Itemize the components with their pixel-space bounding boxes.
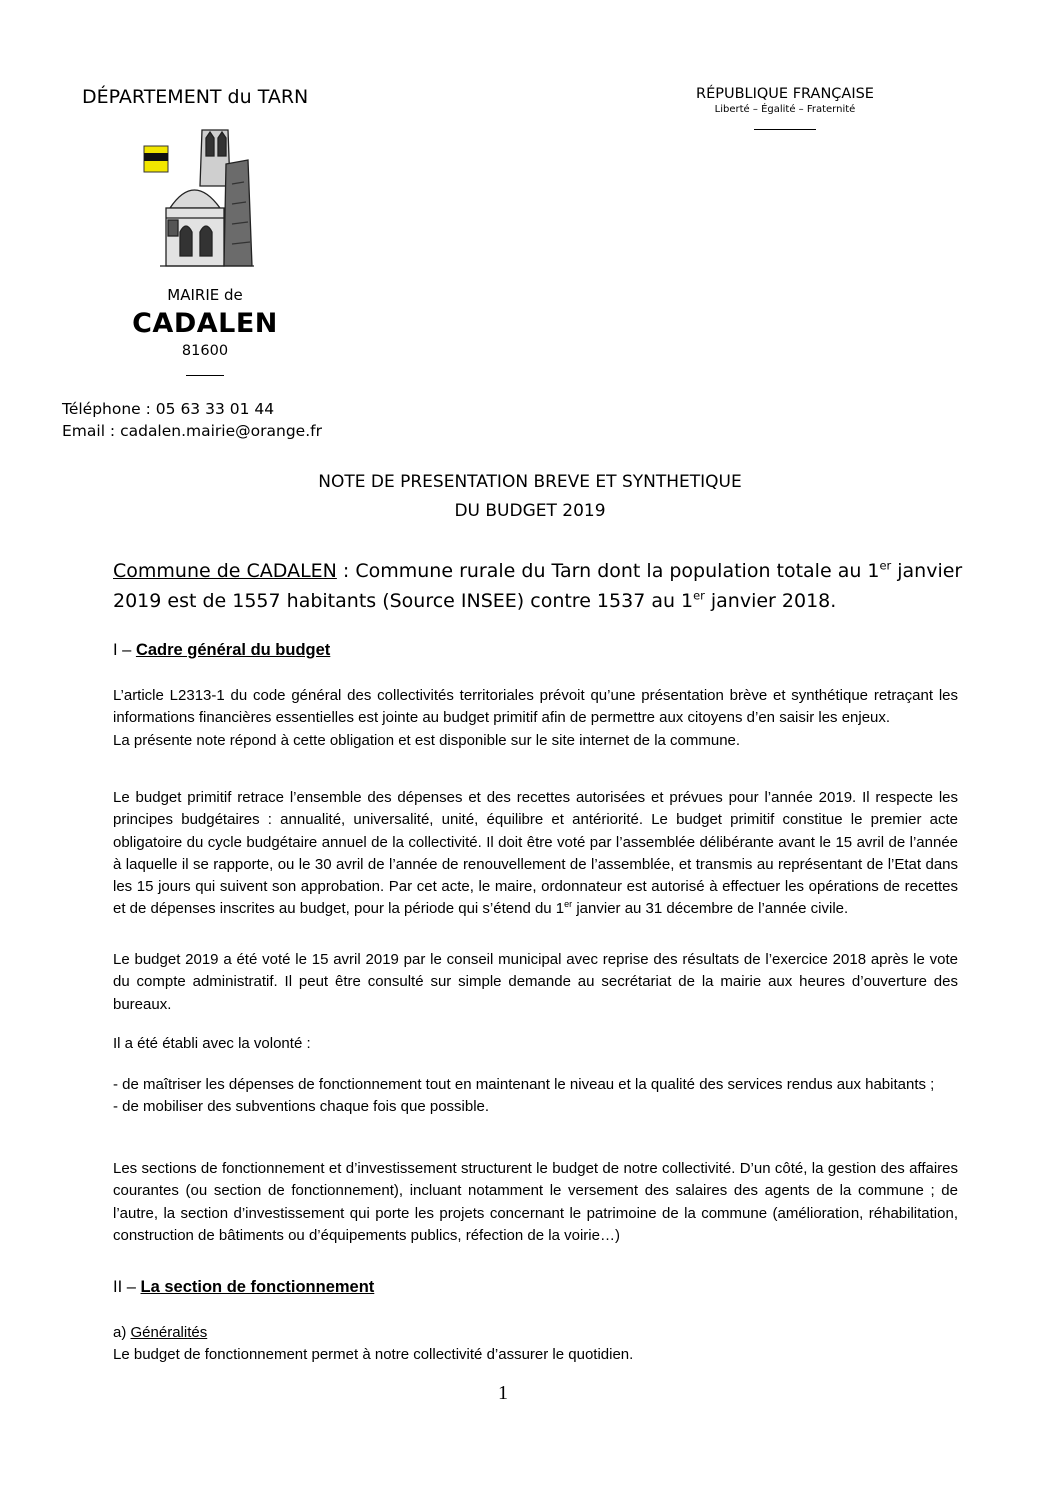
subsection-prefix: a) <box>113 1324 131 1341</box>
subsection-heading <box>113 1322 958 1344</box>
section-2-heading <box>113 1278 374 1297</box>
intro-text-b: janvier 2019 est de 1557 habitants (Source INSEE) contre 1537 au 1 <box>113 560 963 612</box>
document-title <box>100 468 960 526</box>
mairie-label: MAIRIE de <box>167 286 243 304</box>
paragraph-1 <box>113 685 958 752</box>
section-2-number: II – <box>113 1278 141 1296</box>
commune-name: Commune de CADALEN <box>113 560 337 582</box>
objective-item: - de maîtriser les dépenses de fonctionnement tout en maintenant le niveau et la qualité des services rendus aux habitants ; <box>113 1076 935 1093</box>
coat-of-arms-icon <box>144 146 168 172</box>
title-line-1: NOTE DE PRESENTATION BREVE ET SYNTHETIQUE <box>318 472 742 492</box>
mairie-block <box>110 286 300 376</box>
paragraph-4: Il a été établi avec la volonté : <box>113 1035 311 1052</box>
intro-sup-2: er <box>693 588 705 603</box>
section-1-title: Cadre général du budget <box>135 641 331 659</box>
department-header: DÉPARTEMENT du TARN <box>82 86 309 108</box>
republic-header <box>640 86 930 130</box>
church-logo-icon <box>140 124 260 272</box>
intro-paragraph <box>113 556 983 616</box>
contact-block <box>62 398 322 442</box>
title-line-2: DU BUDGET 2019 <box>454 501 606 521</box>
intro-text-a: : Commune rurale du Tarn dont la population totale au 1 <box>336 560 880 582</box>
subsection-generalites <box>113 1322 958 1367</box>
objective-item: - de mobiliser des subventions chaque fois que possible. <box>113 1098 490 1116</box>
postcode: 81600 <box>181 343 229 359</box>
paragraph-3: Le budget 2019 a été voté le 15 avril 2019 par le conseil municipal avec reprise des résultats de l’exercice 2018 après le vote du compte administratif. Il peut être consulté sur simple demande au secrétariat de la mairie aux heures d’ouverture des bureaux. <box>113 951 958 1013</box>
town-name: CADALEN <box>132 308 278 339</box>
section-1-heading <box>113 641 330 660</box>
paragraph-2 <box>113 787 958 921</box>
section-1-number: I – <box>113 641 136 659</box>
subsection-title: Généralités <box>130 1324 208 1341</box>
paragraph-2b: janvier au 31 décembre de l’année civile. <box>572 900 849 918</box>
mairie-divider <box>186 375 224 376</box>
intro-sup-1: er <box>879 558 892 573</box>
paragraph-6: Les sections de fonctionnement et d’investissement structurent le budget de notre collectivité. D’un côté, la gestion des affaires courantes (ou section de fonctionnement), incluant notamment le versement des salaires des agents de la commune ; de l’autre, la section d’investissement qui porte les projets concernant le patrimoine de la commune (amélioration, réhabilitation, construction de bâtiments ou d’équipements publics, réfection de la voirie…) <box>113 1160 958 1244</box>
church-logo-svg <box>140 124 260 272</box>
paragraph-1a: L’article L2313-1 du code général des collectivités territoriales prévoit qu’une présentation brève et synthétique retraçant les informations financières essentielles est jointe au budget primitif afin de permettre aux citoyens d’en saisir les enjeux. <box>113 687 958 727</box>
subsection-text: Le budget de fonctionnement permet à notre collectivité d’assurer le quotidien. <box>113 1346 634 1364</box>
republic-motto: Liberté – Égalité – Fraternité <box>714 104 856 115</box>
section-2-title: La section de fonctionnement <box>140 1278 375 1296</box>
paragraph-2-sup: er <box>564 899 573 910</box>
paragraph-2a: Le budget primitif retrace l’ensemble des dépenses et des recettes autorisées et prévues pour l’année 2019. Il respecte les principes budgétaires : annualité, universalité, unité, équilibre et antériorité. Le budget primitif constitue le premier acte obligatoire du cycle budgétaire annuel de la collectivité. Il doit être voté par l’assemblée délibérante avant le 15 avril de l’année à laquelle il se rapporte, ou le 30 avril de l’année de renouvellement de l’assemblée, et transmis au représentant de l’Etat dans les 15 jours qui suivent son approbation. Par cet acte, le maire, ordonnateur est autorisé à effectuer les opérations de recettes et de dépenses inscrites au budget, pour la période qui s’étend du 1 <box>113 789 958 918</box>
email: Email : cadalen.mairie@orange.fr <box>62 422 322 440</box>
phone: Téléphone : 05 63 33 01 44 <box>62 400 275 418</box>
page-number: 1 <box>498 1382 508 1404</box>
intro-text-c: janvier 2018. <box>704 590 837 612</box>
objectives-list <box>113 1074 958 1119</box>
republic-title: RÉPUBLIQUE FRANÇAISE <box>696 86 874 102</box>
paragraph-1b: La présente note répond à cette obligation et est disponible sur le site internet de la commune. <box>113 731 741 749</box>
republic-divider <box>754 129 816 130</box>
